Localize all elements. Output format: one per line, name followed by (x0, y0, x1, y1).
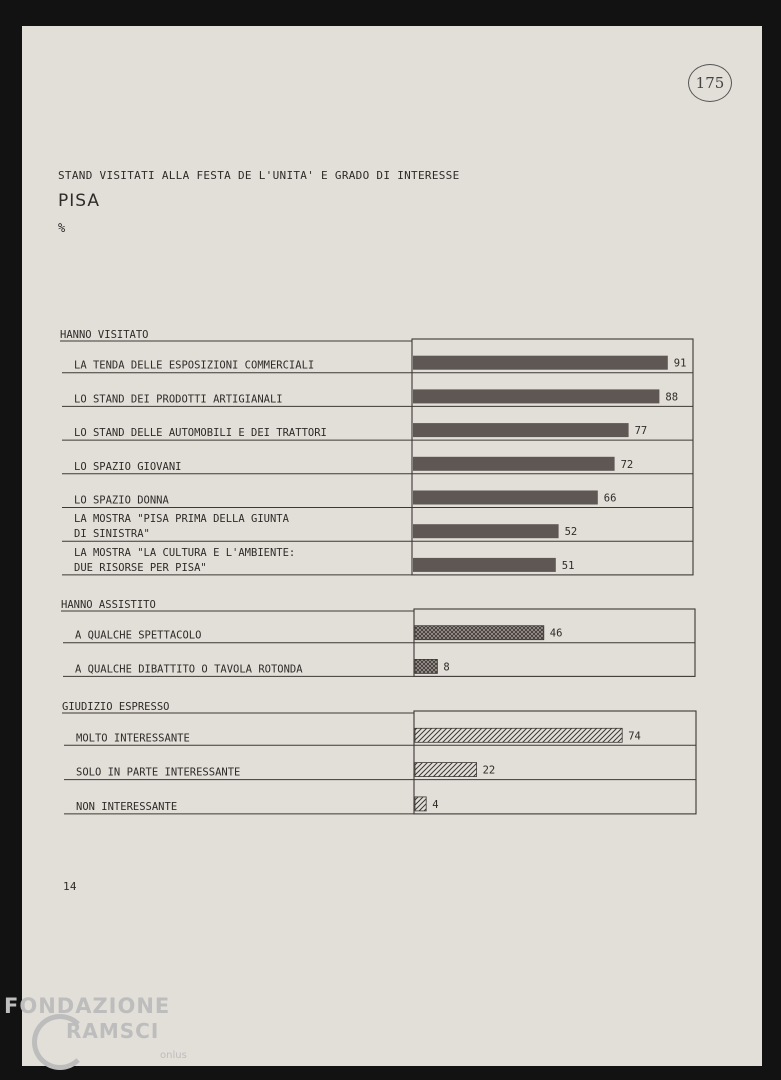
category-label: MOLTO INTERESSANTE (76, 732, 190, 745)
bar (413, 524, 559, 538)
category-label: LA MOSTRA "LA CULTURA E L'AMBIENTE: (74, 546, 296, 559)
data-label: 22 (482, 764, 496, 777)
data-label: 91 (673, 357, 687, 370)
bar (415, 728, 622, 742)
archive-stamp: 175 (688, 64, 732, 102)
data-label: 4 (432, 798, 439, 811)
group-header: GIUDIZIO ESPRESSO (62, 701, 170, 713)
category-label: LO SPAZIO GIOVANI (74, 460, 182, 473)
category-label: LA MOSTRA "PISA PRIMA DELLA GIUNTA (74, 513, 289, 526)
data-label: 8 (443, 661, 450, 674)
bar (413, 356, 668, 370)
data-label: 66 (603, 492, 617, 505)
watermark-line2: RAMSCI (66, 1019, 160, 1043)
data-label: 88 (665, 391, 679, 404)
category-label: LO SPAZIO DONNA (74, 494, 169, 507)
group-header: HANNO ASSISTITO (61, 599, 156, 611)
category-label: LO STAND DELLE AUTOMOBILI E DEI TRATTORI (74, 427, 327, 440)
category-label: NON INTERESSANTE (76, 800, 178, 813)
bar (413, 389, 659, 403)
category-label: DI SINISTRA" (74, 528, 150, 541)
data-label: 77 (634, 425, 648, 438)
chart-title: STAND VISITATI ALLA FESTA DE L'UNITA' E GRADO DI INTERESSE (58, 169, 460, 182)
data-label: 46 (549, 627, 563, 640)
bar (413, 423, 629, 437)
unit-label: % (58, 221, 66, 235)
bar (413, 558, 556, 572)
watermark-line1: FONDAZIONE (4, 994, 171, 1018)
data-label: 51 (561, 559, 575, 572)
bar (415, 763, 477, 777)
data-label: 74 (628, 730, 641, 743)
category-label: LO STAND DEI PRODOTTI ARTIGIANALI (74, 393, 283, 406)
bar (415, 626, 544, 640)
watermark-line3: onlus (160, 1050, 187, 1061)
page-number: 14 (63, 880, 77, 893)
bar (415, 659, 437, 673)
category-label: SOLO IN PARTE INTERESSANTE (76, 766, 241, 779)
bar (413, 491, 598, 505)
data-label: 52 (564, 526, 578, 539)
city-label: PISA (58, 191, 101, 211)
data-label: 72 (620, 458, 634, 471)
group-header: HANNO VISITATO (60, 329, 149, 341)
bar (413, 457, 615, 471)
category-label: A QUALCHE DIBATTITO O TAVOLA ROTONDA (75, 663, 303, 676)
category-label: LA TENDA DELLE ESPOSIZIONI COMMERCIALI (74, 359, 315, 372)
category-label: A QUALCHE SPETTACOLO (75, 629, 202, 642)
category-label: DUE RISORSE PER PISA" (74, 561, 207, 574)
watermark-logo (4, 994, 187, 1061)
bar (415, 797, 426, 811)
